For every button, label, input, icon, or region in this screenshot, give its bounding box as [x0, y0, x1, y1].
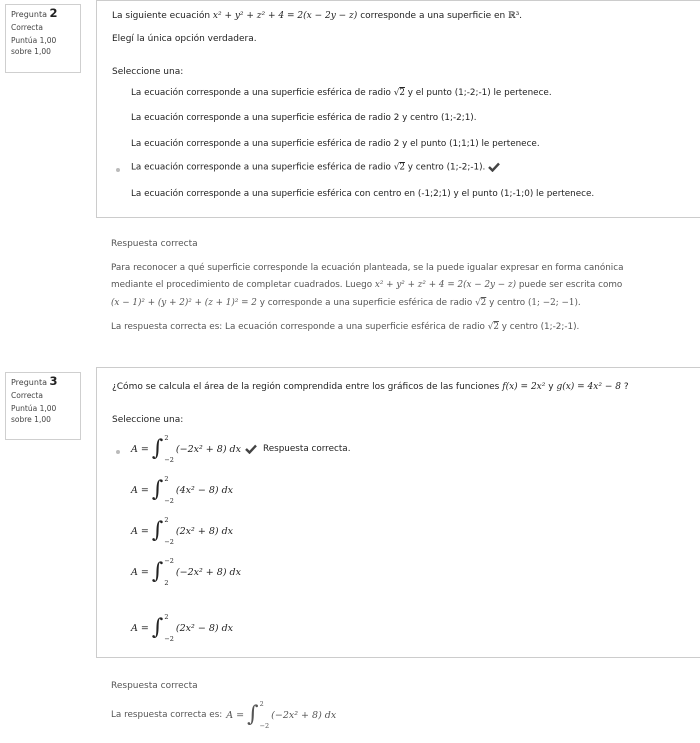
feedback-title: Respuesta correcta [111, 681, 198, 691]
question-info-3 [5, 372, 81, 440]
answer-option[interactable]: La ecuación corresponde a una superficie esférica de radio √2 y el punto (1;-2;-1) le pertenece. [131, 88, 552, 98]
answer-option[interactable]: A = ∫ 2 −2 (2x² − 8) dx [131, 613, 234, 643]
question-score: Puntúa 1,00 sobre 1,00 [11, 36, 57, 56]
feedback-correct-answer: La respuesta correcta es: La ecuación corresponde a una superficie esférica de radio √2 y centro (1;-2;-1). [111, 322, 580, 332]
selected-bullet [116, 168, 120, 172]
answer-option[interactable]: A = ∫ 2 −2 (2x² + 8) dx [131, 516, 234, 546]
feedback-correct-answer: La respuesta correcta es: A = ∫ 2 −2 (−2x² + 8) dx [111, 700, 337, 730]
question-status: Correcta [11, 391, 43, 400]
feedback-title: Respuesta correcta [111, 239, 198, 249]
question-score: Puntúa 1,00 sobre 1,00 [11, 404, 57, 424]
question-card-2 [96, 0, 700, 218]
select-label: Seleccione una: [112, 415, 184, 425]
answer-option-selected[interactable]: A = ∫ 2 −2 (−2x² + 8) dx Respuesta correcta. [131, 434, 351, 464]
question-number: Pregunta 2 [11, 6, 58, 20]
correct-note: Respuesta correcta. [263, 444, 351, 454]
feedback-line: (x − 1)² + (y + 2)² + (z + 1)² = 2 y corresponde a una superficie esférica de radio √2 y centro (1; −2; −1). [111, 298, 581, 308]
select-label: Seleccione una: [112, 67, 184, 77]
answer-option[interactable]: La ecuación corresponde a una superficie esférica con centro en (-1;2;1) y el punto (1;-1;0) le pertenece. [131, 189, 595, 199]
question-instruction: Elegí la única opción verdadera. [112, 34, 257, 44]
selected-bullet [116, 450, 120, 454]
feedback-line: mediante el procedimiento de completar cuadrados. Luego x² + y² + z² + 4 = 2(x − 2y − z) puede ser escrita como [111, 280, 623, 290]
question-info-2 [5, 4, 81, 73]
check-icon [488, 162, 500, 172]
answer-option[interactable]: La ecuación corresponde a una superficie esférica de radio 2 y centro (1;-2;1). [131, 113, 477, 123]
feedback-line: Para reconocer a qué superficie corresponde la ecuación planteada, se la puede igualar expresar en forma canónica [111, 263, 624, 273]
answer-option[interactable]: La ecuación corresponde a una superficie esférica de radio 2 y el punto (1;1;1) le pertenece. [131, 139, 540, 149]
question-text: ¿Cómo se calcula el área de la región comprendida entre los gráficos de las funciones f(x) = 2x² y g(x) = 4x² − 8 ? [112, 382, 629, 392]
question-text: La siguiente ecuación x² + y² + z² + 4 = 2(x − 2y − z) corresponde a una superficie en ℝ³. [112, 11, 523, 21]
question-status: Correcta [11, 23, 43, 32]
answer-option-selected[interactable]: La ecuación corresponde a una superficie esférica de radio √2 y centro (1;-2;-1). [131, 162, 500, 173]
question-card-3 [96, 367, 700, 658]
answer-option[interactable]: A = ∫ 2 −2 (4x² − 8) dx [131, 475, 234, 505]
question-number: Pregunta 3 [11, 374, 58, 388]
check-icon [245, 444, 257, 454]
answer-option[interactable]: A = ∫ −2 2 (−2x² + 8) dx [131, 557, 241, 587]
